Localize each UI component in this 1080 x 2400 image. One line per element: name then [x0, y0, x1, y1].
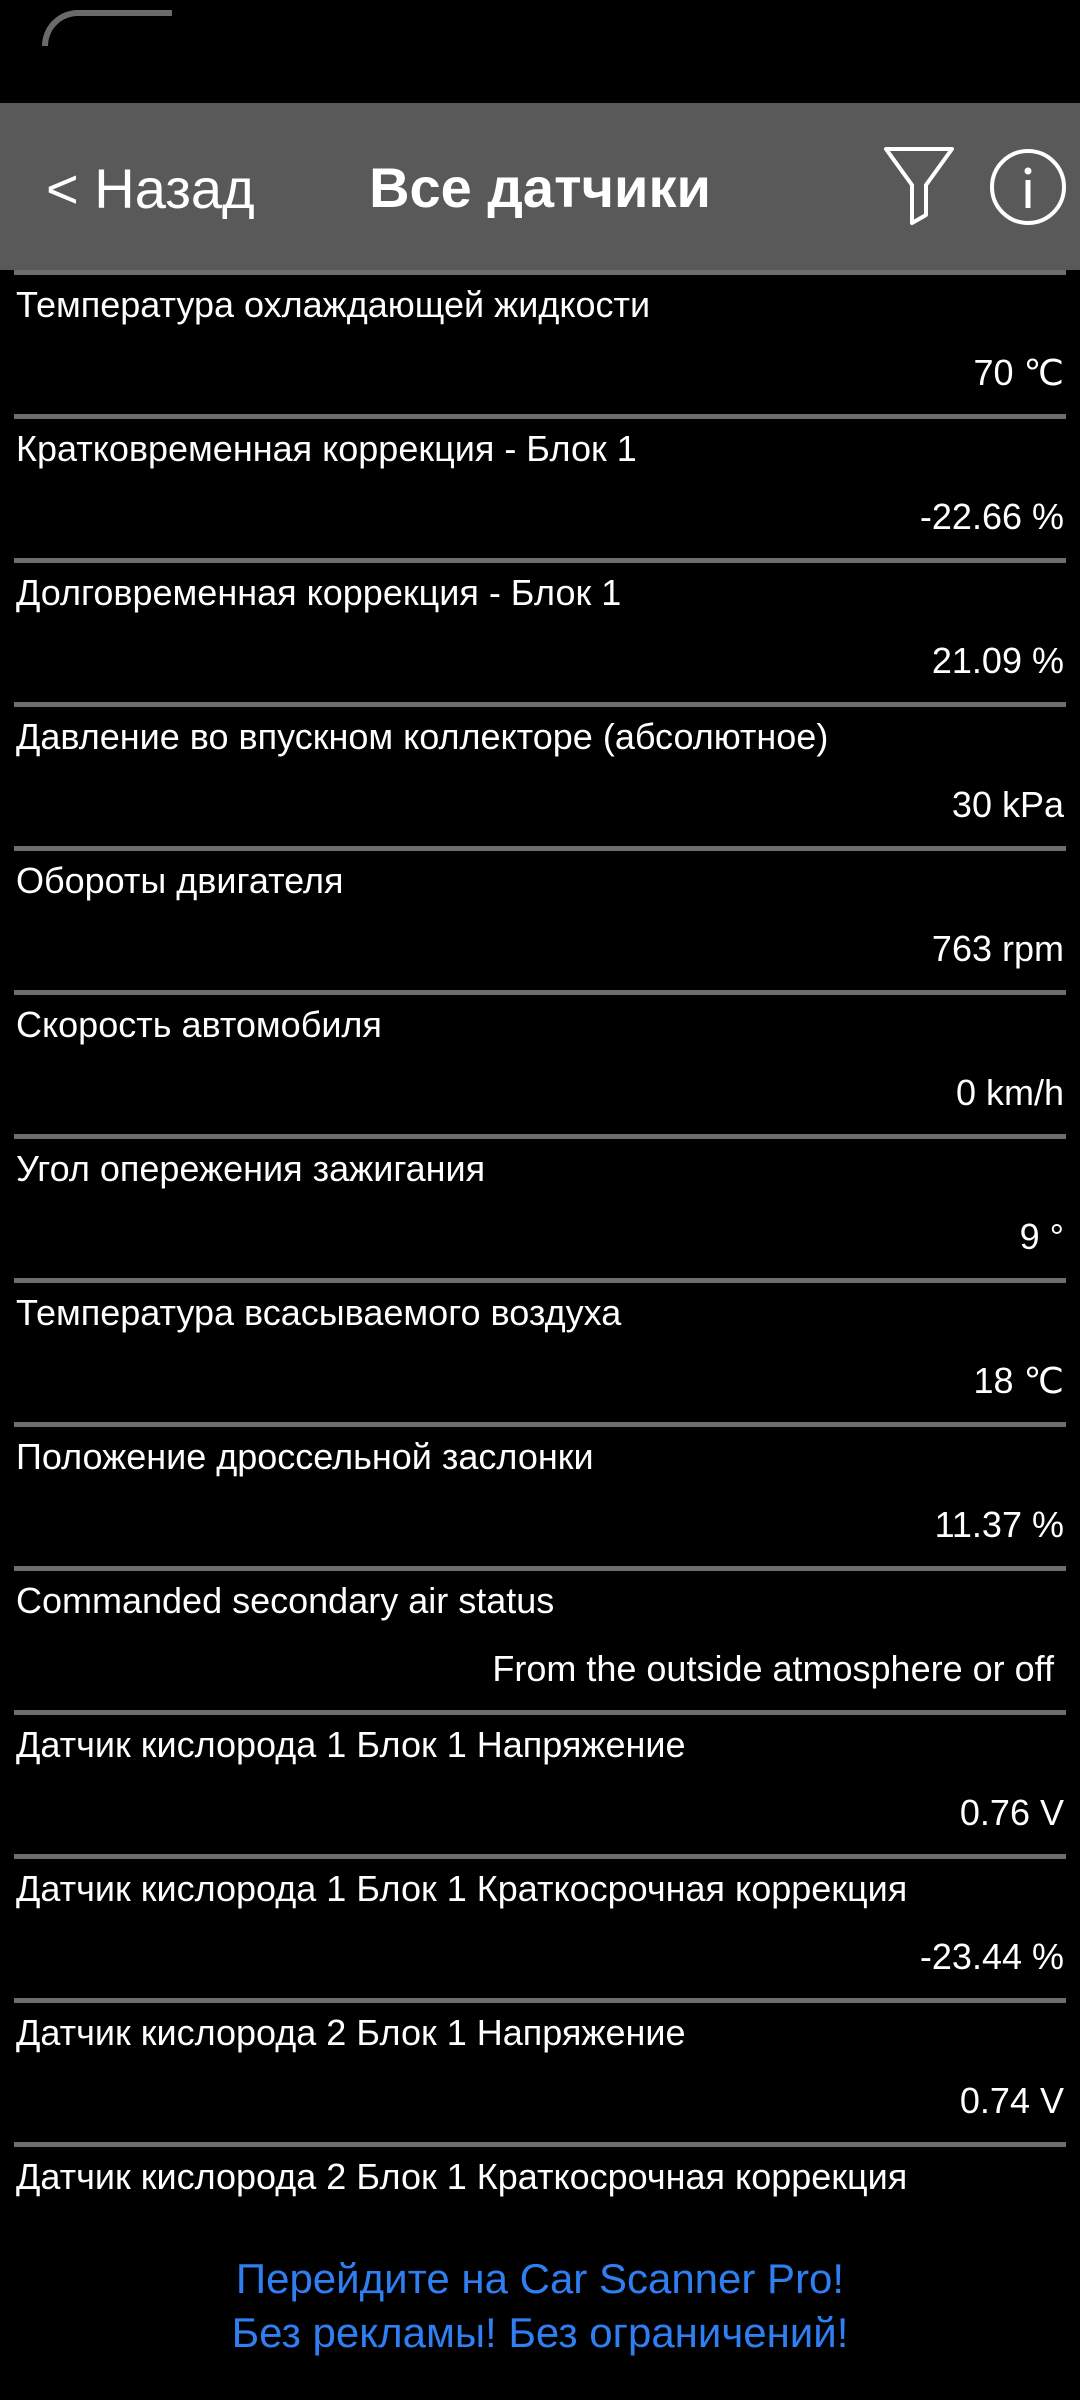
sensor-label: Датчик кислорода 2 Блок 1 Напряжение: [16, 2012, 686, 2053]
sensor-value: 70 ℃: [973, 352, 1064, 393]
row-divider: [14, 2142, 1066, 2147]
sensor-row[interactable]: [0, 270, 1080, 414]
back-button[interactable]: [46, 153, 255, 223]
row-divider: [14, 414, 1066, 419]
sensor-row[interactable]: [0, 846, 1080, 990]
filter-button[interactable]: [882, 143, 956, 229]
sensor-value: 0 km/h: [955, 1072, 1064, 1113]
page-title: Все датчики: [369, 156, 711, 219]
sensor-row[interactable]: [0, 558, 1080, 702]
row-divider: [14, 1566, 1066, 1571]
ad-line-1: Перейдите на Car Scanner Pro!: [235, 2255, 845, 2302]
row-divider: [14, 1134, 1066, 1139]
sensor-label: Датчик кислорода 2 Блок 1 Краткосрочная коррекция: [16, 2156, 908, 2197]
sensor-label: Датчик кислорода 1 Блок 1 Краткосрочная коррекция: [16, 1868, 908, 1909]
sensor-value: 18 ℃: [973, 1360, 1064, 1401]
sensor-row[interactable]: [0, 1422, 1080, 1566]
sensor-row[interactable]: [0, 414, 1080, 558]
sensor-label: Скорость автомобиля: [16, 1004, 382, 1045]
sensor-row[interactable]: [0, 1278, 1080, 1422]
sensor-label: Температура охлаждающей жидкости: [16, 284, 651, 325]
row-divider: [14, 1998, 1066, 2003]
info-icon: [988, 147, 1068, 227]
row-divider: [14, 558, 1066, 563]
status-bar: [0, 0, 1080, 103]
sensor-value: 9 °: [1019, 1216, 1064, 1257]
sensor-label: Обороты двигателя: [16, 860, 344, 901]
sensor-row[interactable]: [0, 2142, 1080, 2232]
ad-line-2: Без рекламы! Без ограничений!: [231, 2309, 849, 2356]
row-divider: [14, 1710, 1066, 1715]
row-divider: [14, 1854, 1066, 1859]
sensor-label: Датчик кислорода 1 Блок 1 Напряжение: [16, 1724, 686, 1765]
sensor-value: 763 rpm: [931, 928, 1064, 969]
upgrade-ad-banner[interactable]: [0, 2232, 1080, 2400]
sensor-row[interactable]: [0, 1998, 1080, 2142]
sensor-row[interactable]: [0, 1566, 1080, 1710]
sensor-value: From the outside atmosphere or off: [492, 1648, 1054, 1689]
row-divider: [14, 1422, 1066, 1427]
back-button-label: < Назад: [46, 156, 255, 220]
header-bar: [0, 103, 1080, 270]
row-divider: [14, 702, 1066, 707]
sensor-value: -22.66 %: [919, 496, 1064, 537]
sensor-row[interactable]: [0, 1134, 1080, 1278]
sensor-value: -23.44 %: [919, 1936, 1064, 1977]
sensor-label: Температура всасываемого воздуха: [16, 1292, 622, 1333]
sensor-value: 30 kPa: [951, 784, 1064, 825]
sensor-label: Угол опережения зажигания: [16, 1148, 486, 1189]
row-divider: [14, 270, 1066, 275]
sensor-value: 0.74 V: [959, 2080, 1064, 2121]
info-button[interactable]: [988, 147, 1068, 227]
sensor-value: 11.37 %: [934, 1504, 1064, 1545]
sensor-row[interactable]: [0, 1710, 1080, 1854]
sensor-value: 0.76 V: [959, 1792, 1064, 1833]
sensor-label: Кратковременная коррекция - Блок 1: [16, 428, 637, 469]
sensor-label: Положение дроссельной заслонки: [16, 1436, 594, 1477]
sensor-label: Commanded secondary air status: [16, 1580, 555, 1621]
sensor-row[interactable]: [0, 990, 1080, 1134]
sensor-label: Давление во впускном коллекторе (абсолютное): [16, 716, 829, 757]
sensor-value: 21.09 %: [931, 640, 1064, 681]
sensor-row[interactable]: [0, 702, 1080, 846]
sensor-row[interactable]: [0, 1854, 1080, 1998]
status-bar-indicator: [42, 10, 172, 46]
row-divider: [14, 990, 1066, 995]
sensor-label: Долговременная коррекция - Блок 1: [16, 572, 622, 613]
filter-icon: [882, 143, 956, 229]
row-divider: [14, 1278, 1066, 1283]
row-divider: [14, 846, 1066, 851]
sensor-list[interactable]: [0, 270, 1080, 2232]
